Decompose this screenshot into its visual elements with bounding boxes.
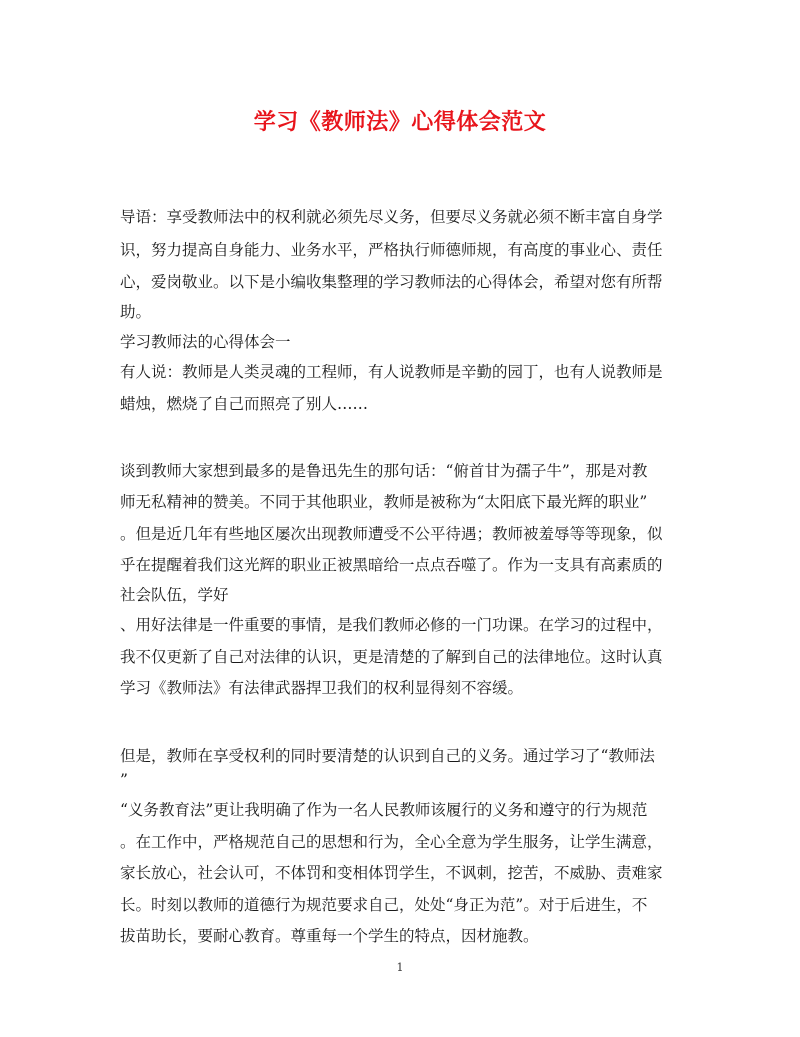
page-number: 1	[396, 961, 404, 974]
text-line: 蜡烛，燃烧了自己而照亮了别人……	[120, 395, 369, 413]
text-line: 导语：享受教师法中的权利就必须先尽义务，但要尽义务就必须不断丰富自身学	[120, 208, 663, 226]
text-line: 长。时刻以教师的道德行为规范要求自己，处处“身正为范”。对于后进生，不	[120, 896, 648, 914]
text-line: 师无私精神的赞美。不同于其他职业，教师是被称为“太阳底下最光辉的职业”	[120, 493, 648, 511]
document-title: 学习《教师法》心得体会范文	[253, 109, 547, 135]
text-line: 家长放心，社会认可，不体罚和变相体罚学生，不讽刺，挖苦，不威胁、责难家	[120, 864, 663, 882]
text-line: 谈到教师大家想到最多的是鲁迅先生的那句话：“俯首甘为孺子牛”，那是对教	[120, 462, 648, 480]
text-line: 乎在提醒着我们这光辉的职业正被黑暗给一点点吞噬了。作为一支具有高素质的	[120, 556, 663, 574]
text-line: “义务教育法”更让我明确了作为一名人民教师该履行的义务和遵守的行为规范	[120, 801, 648, 819]
text-line: 拔苗助长，要耐心教育。尊重每一个学生的特点，因材施教。	[120, 927, 539, 945]
text-line: 心，爱岗敬业。以下是小编收集整理的学习教师法的心得体会，希望对您有所帮	[120, 273, 663, 291]
text-line: 。但是近几年有些地区屡次出现教师遭受不公平待遇；教师被羞辱等等现象，似	[120, 525, 663, 543]
text-line: 我不仅更新了自己对法律的认识，更是清楚的了解到自己的法律地位。这时认真	[120, 648, 663, 666]
section-heading: 学习教师法的心得体会一	[120, 333, 291, 351]
text-line: 学习《教师法》有法律武器捍卫我们的权利显得刻不容缓。	[120, 679, 524, 697]
text-line: 、用好法律是一件重要的事情，是我们教师必修的一门功课。在学习的过程中，	[120, 616, 663, 634]
text-line: 助。	[120, 303, 152, 321]
text-line: ”	[120, 771, 128, 789]
text-line: 。在工作中，严格规范自己的思想和行为，全心全意为学生服务，让学生满意，	[120, 833, 663, 851]
text-line: 但是，教师在享受权利的同时要清楚的认识到自己的义务。通过学习了“教师法	[120, 747, 655, 765]
text-line: 有人说：教师是人类灵魂的工程师，有人说教师是辛勤的园丁，也有人说教师是	[120, 363, 663, 381]
text-line: 识，努力提高自身能力、业务水平，严格执行师德师规，有高度的事业心、责任	[120, 241, 663, 259]
text-line: 社会队伍，学好	[120, 586, 229, 604]
